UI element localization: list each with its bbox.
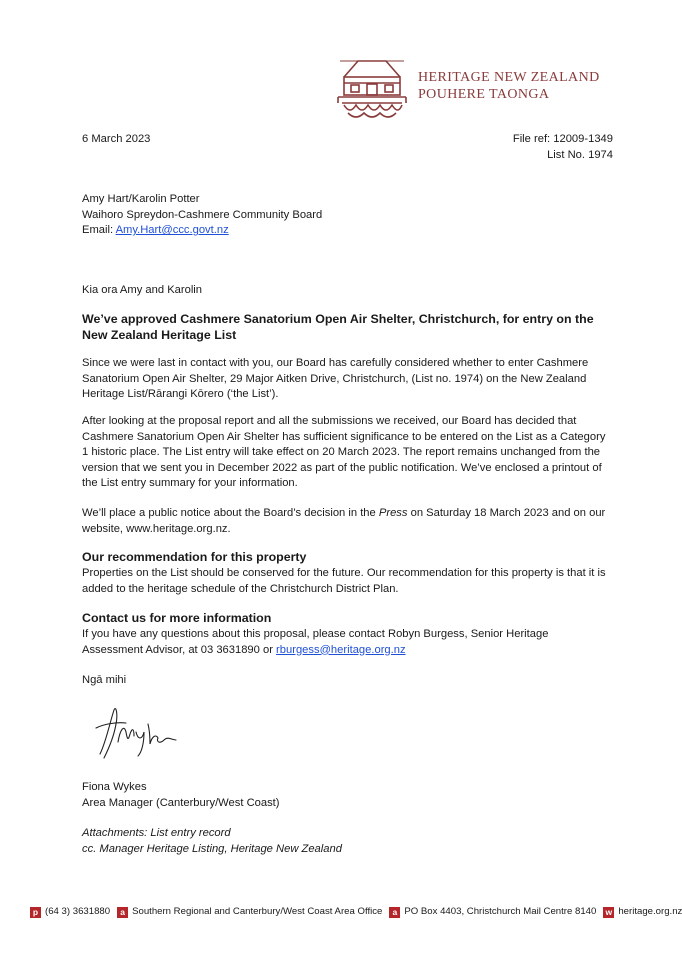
attachments-block [82,826,342,857]
handwritten-signature [92,702,192,762]
contact-heading: Contact us for more information [82,611,272,625]
contact-sentence: If you have any questions about this proposal, please contact Robyn Burgess, Senior Heritage Assessment Advisor, at 03 3631890 or [82,628,549,656]
footer-postal [389,906,596,918]
email-label: Email: [82,224,116,237]
paragraph-board-considered: Since we were last in contact with you, our Board has carefully considered whether to enter Cashmere Sanatorium Open Air Shelter, 29 Major Aitken Drive, Christchurch, (List no. 1974) on the New Zealand Heritage List/Rārangi Kōrero (‘the List’). [82,357,589,401]
signoff: Ngā mihi [82,674,127,686]
org-name-en: HERITAGE NEW ZEALAND [418,70,600,85]
signer-title: Area Manager (Canterbury/West Coast) [82,796,280,809]
footer-web-text[interactable]: heritage.org.nz [618,906,682,917]
footer-phone-text: (64 3) 3631880 [45,906,111,917]
contact-email-link[interactable]: rburgess@heritage.org.nz [276,643,406,656]
postal-icon: a [389,907,400,918]
footer-phone [30,906,110,918]
recommendation-heading: Our recommendation for this property [82,550,307,564]
letter-date: 6 March 2023 [82,133,151,145]
footer-office [117,906,382,918]
footer [30,906,682,918]
signer-block [82,780,280,811]
paragraph-public-notice [82,506,607,537]
file-reference [513,132,613,163]
file-ref: File ref: 12009-1349 [512,133,613,145]
web-icon: w [603,907,614,918]
subject-heading: We’ve approved Cashmere Sanatorium Open Air Shelter, Christchurch, for entry on the New Zealand Heritage List [82,312,594,343]
signer-name: Fiona Wykes [82,781,147,793]
footer-office-text: Southern Regional and Canterbury/West Coast Area Office [132,906,383,917]
recipient-address [82,192,322,239]
recipient-email-line [82,223,322,239]
org-name-mi: POUHERE TAONGA [418,87,550,102]
address-icon: a [117,907,128,918]
notice-text-b: on Saturday 18 March 2023 and on our website, www.heritage.org.nz. [82,507,606,535]
cc-line: cc. Manager Heritage Listing, Heritage New Zealand [82,842,342,855]
footer-postal-text: PO Box 4403, Christchurch Mail Centre 8140 [404,906,597,917]
greeting: Kia ora Amy and Karolin [82,284,203,296]
recommendation-text: Properties on the List should be conserved for the future. Our recommendation for this property is that it is added to the heritage schedule of the Christchurch District Plan. [82,567,606,595]
attachments: Attachments: List entry record [82,827,231,839]
notice-text-a: We’ll place a public notice about the Board’s decision in the [82,507,379,519]
contact-text [82,627,607,658]
recipient-email-link[interactable]: Amy.Hart@ccc.govt.nz [115,224,229,237]
paragraph-board-decision: After looking at the proposal report and all the submissions we received, our Board has decided that Cashmere Sanatorium Open Air Shelter has sufficient significance to be entered on the List as a Category 1 historic place. The List entry will take effect on 20 March 2023. The report remains unchanged from the version that we sent you in December 2022 as part of the public notification. We’ve enclosed a printout of the List entry summary for your information. [82,415,606,490]
heritage-nz-logo [334,55,599,123]
footer-web [603,906,682,918]
recipient-names: Amy Hart/Karolin Potter [82,193,200,205]
notice-newspaper: Press [378,507,408,519]
heritage-house-icon [334,55,410,123]
phone-icon: p [30,907,41,918]
list-number: List No. 1974 [547,148,613,161]
recipient-organisation: Waihoro Spreydon-Cashmere Community Board [82,208,323,221]
